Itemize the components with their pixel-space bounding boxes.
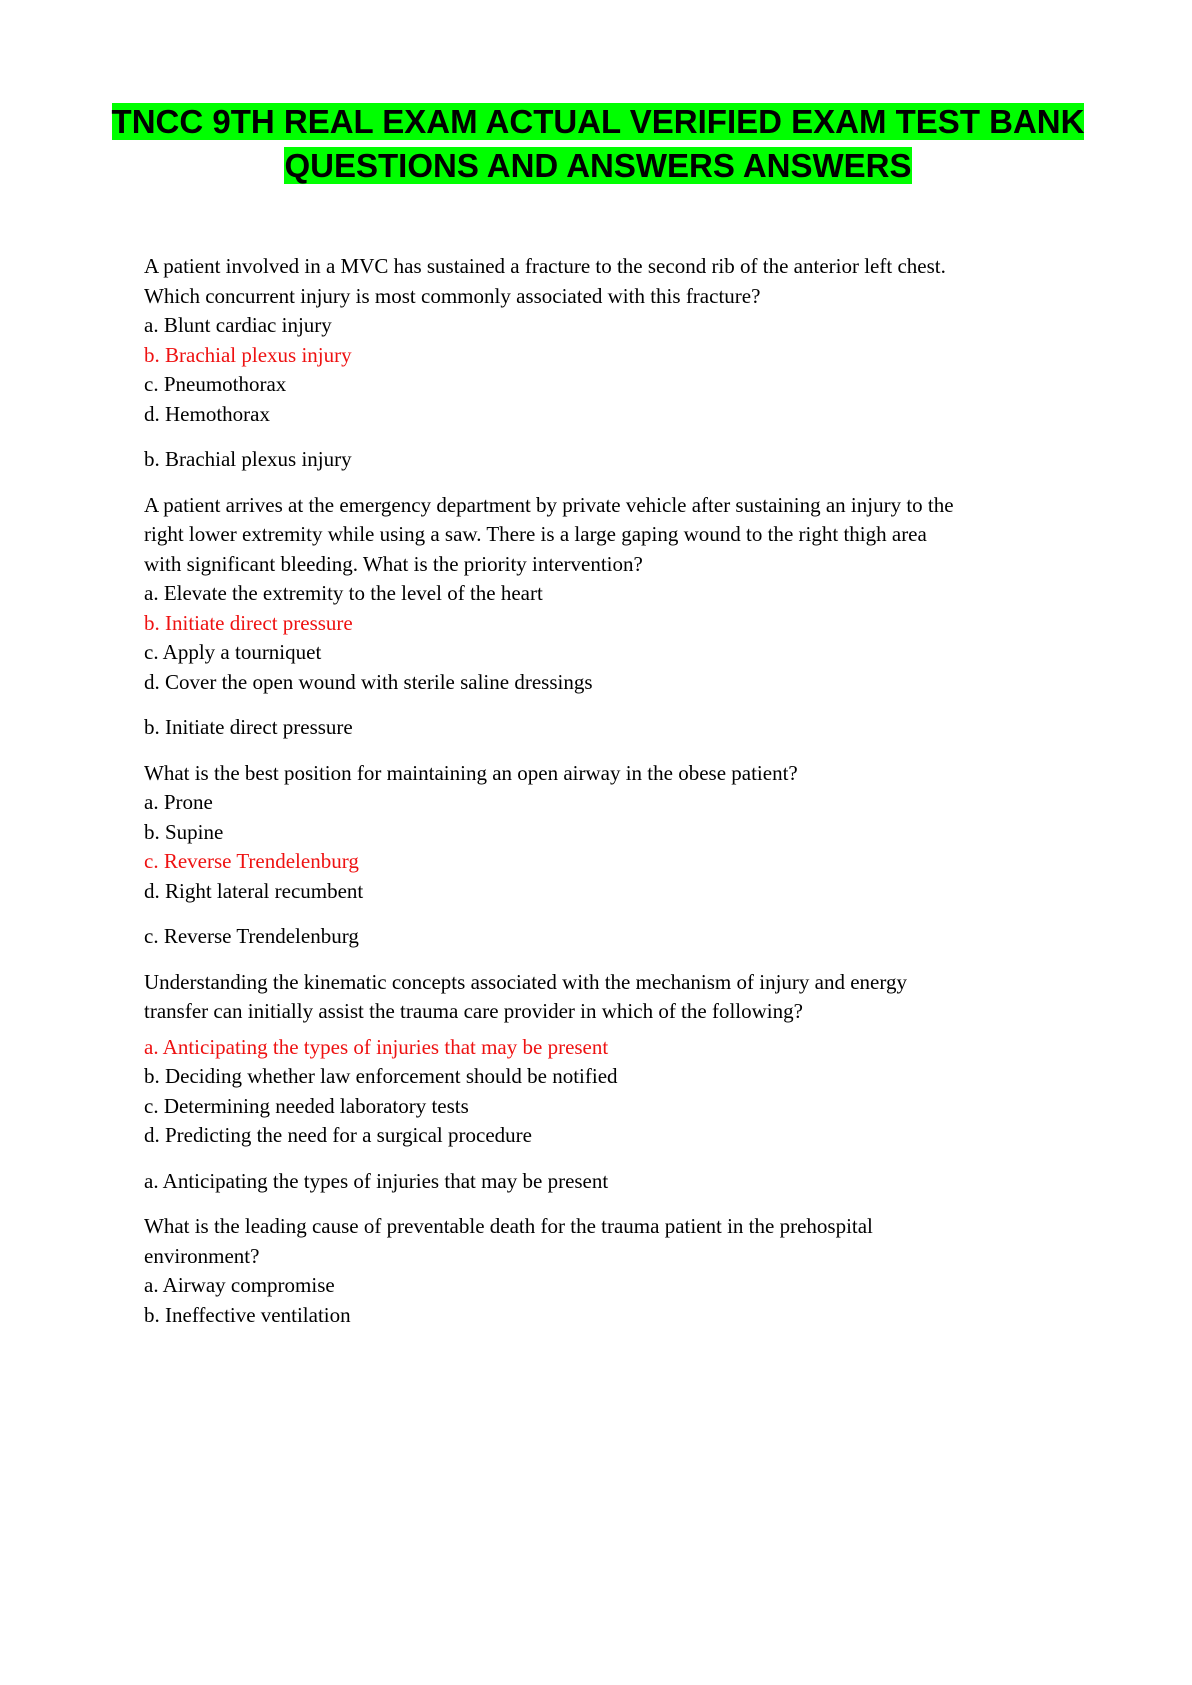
option-a: a. Airway compromise	[144, 1273, 335, 1297]
question-stem-line: Understanding the kinematic concepts associated with the mechanism of injury and energy	[144, 969, 907, 994]
title-line-1: TNCC 9TH REAL EXAM ACTUAL VERIFIED EXAM TEST BANK	[111, 103, 1085, 140]
option-a-correct: a. Anticipating the types of injuries that may be present	[144, 1034, 609, 1059]
option-c: c. Determining needed laboratory tests	[144, 1093, 469, 1118]
question-block	[144, 1212, 1104, 1330]
option-c-correct: c. Reverse Trendelenburg	[144, 849, 359, 873]
question-block	[144, 759, 1104, 952]
question-block	[144, 252, 1104, 475]
question-stem-line: right lower extremity while using a saw. There is a large gaping wound to the right thigh area	[144, 522, 927, 546]
question-list	[144, 252, 1104, 1346]
option-a: a. Prone	[144, 790, 213, 814]
document-title	[58, 100, 1138, 188]
option-d: d. Predicting the need for a surgical procedure	[144, 1123, 532, 1147]
question-stem-line: What is the leading cause of preventable death for the trauma patient in the prehospital	[144, 1214, 873, 1238]
option-d: d. Hemothorax	[144, 401, 270, 426]
question-stem-line: What is the best position for maintaining an open airway in the obese patient?	[144, 760, 798, 785]
answer-line: b. Initiate direct pressure	[144, 715, 353, 739]
question-stem-line: A patient involved in a MVC has sustained a fracture to the second rib of the anterior left chest.	[144, 254, 946, 278]
option-a: a. Elevate the extremity to the level of the heart	[144, 581, 543, 605]
option-c: c. Pneumothorax	[144, 372, 287, 396]
title-line-2: QUESTIONS AND ANSWERS ANSWERS	[284, 147, 912, 184]
option-d: d. Cover the open wound with sterile saline dressings	[144, 669, 593, 694]
option-b-correct: b. Initiate direct pressure	[144, 610, 353, 635]
option-d: d. Right lateral recumbent	[144, 878, 364, 903]
question-stem-line: Which concurrent injury is most commonly associated with this fracture?	[144, 283, 761, 308]
option-c: c. Apply a tourniquet	[144, 640, 322, 664]
question-stem-line: A patient arrives at the emergency department by private vehicle after sustaining an injury to the	[144, 492, 954, 517]
question-stem-line: environment?	[144, 1243, 260, 1268]
question-block	[144, 968, 1104, 1197]
question-block	[144, 491, 1104, 743]
answer-line: a. Anticipating the types of injuries that may be present	[144, 1168, 609, 1193]
question-stem-line: transfer can initially assist the trauma care provider in which of the following?	[144, 999, 803, 1023]
option-a: a. Blunt cardiac injury	[144, 313, 332, 337]
option-b: b. Supine	[144, 819, 224, 844]
option-b: b. Deciding whether law enforcement should be notified	[144, 1064, 618, 1088]
option-b: b. Ineffective ventilation	[144, 1302, 351, 1327]
option-b-correct: b. Brachial plexus injury	[144, 342, 352, 367]
answer-line: c. Reverse Trendelenburg	[144, 924, 359, 948]
question-stem-line: with significant bleeding. What is the priority intervention?	[144, 551, 643, 576]
answer-line: b. Brachial plexus injury	[144, 447, 352, 471]
